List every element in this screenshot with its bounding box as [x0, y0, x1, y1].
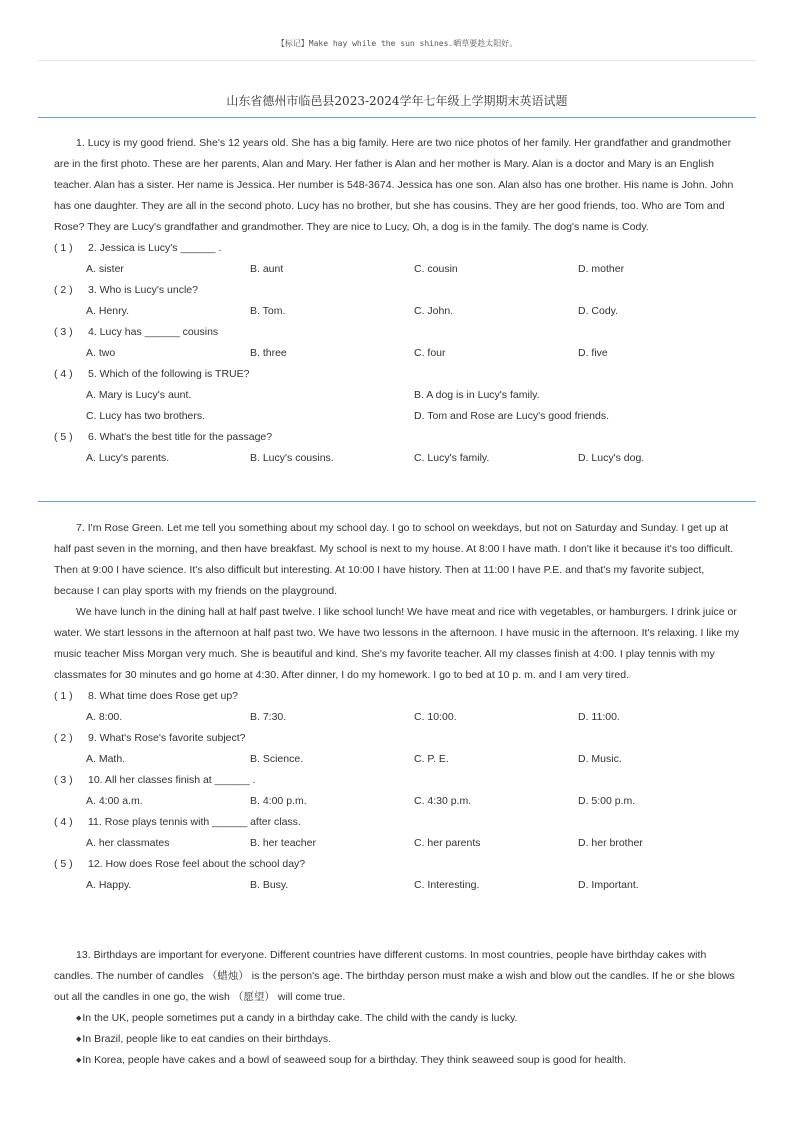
question-number: ( 4 ): [54, 816, 73, 828]
answer-option[interactable]: C. Interesting.: [414, 879, 480, 891]
question-text: 4. Lucy has ______ cousins: [88, 326, 219, 338]
reading-section-2: [54, 518, 740, 896]
document-title: 山东省德州市临邑县2023-2024学年七年级上学期期末英语试题: [226, 94, 568, 108]
reading-section-3: [54, 945, 740, 1071]
question-number: ( 5 ): [54, 431, 73, 443]
question-list-2: [54, 686, 740, 896]
question-number: ( 5 ): [54, 858, 73, 870]
answer-option[interactable]: D. Important.: [578, 879, 639, 891]
answer-option[interactable]: C. four: [414, 347, 446, 359]
answer-option[interactable]: D. mother: [578, 263, 625, 275]
diamond-icon: ◆: [76, 1015, 82, 1022]
header-motto: 【标记】Make hay while the sun shines.晒草要趁太阳好。: [276, 39, 518, 48]
question-number: ( 2 ): [54, 284, 73, 296]
bullet-item: [54, 1029, 740, 1050]
question-stem: [54, 812, 740, 833]
answer-option[interactable]: D. five: [578, 347, 608, 359]
options-row: [54, 448, 740, 469]
diamond-icon: ◆: [76, 1036, 82, 1043]
answer-option[interactable]: C. her parents: [414, 837, 481, 849]
bullet-text: In Brazil, people like to eat candies on their birthdays.: [82, 1033, 332, 1045]
answer-option[interactable]: B. Lucy's cousins.: [250, 452, 334, 464]
answer-option[interactable]: A. Math.: [86, 753, 126, 765]
answer-option[interactable]: B. aunt: [250, 263, 284, 275]
passage-2-paragraph-1: 7. I'm Rose Green. Let me tell you something about my school day. I go to school on weekdays, but not on Saturday and Sunday. I get up at half past seven in the morning, and then have breakfast. My school is next to my house. At 8:00 I have math. I don't like it because it's too difficult. Then at 9:00 I have science. It's also difficult but interesting. At 10:00 I have history. Then at 11:00 I have P.E. and that's my favorite subject, because I can play sports with my friends on the playground.: [54, 522, 734, 597]
answer-option[interactable]: C. P. E.: [414, 753, 449, 765]
header-divider: [38, 60, 756, 61]
answer-option[interactable]: C. John.: [414, 305, 454, 317]
answer-option[interactable]: A. sister: [86, 263, 124, 275]
answer-option[interactable]: B. 7:30.: [250, 711, 287, 723]
section-divider-middle: [38, 501, 756, 502]
options-row: [54, 385, 740, 406]
answer-option[interactable]: D. Lucy's dog.: [578, 452, 645, 464]
answer-option[interactable]: A. Henry.: [86, 305, 129, 317]
answer-option[interactable]: B. Busy.: [250, 879, 289, 891]
question-number: ( 1 ): [54, 242, 73, 254]
question-stem: [54, 686, 740, 707]
question-text: 12. How does Rose feel about the school day?: [88, 858, 306, 870]
question-stem: [54, 238, 740, 259]
options-row: [54, 833, 740, 854]
answer-option[interactable]: A. 8:00.: [86, 711, 123, 723]
question-text: 6. What's the best title for the passage?: [88, 431, 273, 443]
answer-option[interactable]: C. 4:30 p.m.: [414, 795, 472, 807]
question-stem: [54, 770, 740, 791]
question-number: ( 1 ): [54, 690, 73, 702]
question-list-1: [54, 238, 740, 469]
answer-option[interactable]: A. 4:00 a.m.: [86, 795, 143, 807]
answer-option[interactable]: C. Lucy has two brothers.: [86, 410, 206, 422]
question-stem: [54, 728, 740, 749]
answer-option[interactable]: D. Tom and Rose are Lucy's good friends.: [414, 410, 609, 422]
options-row: [54, 343, 740, 364]
question-number: ( 2 ): [54, 732, 73, 744]
passage-1: 1. Lucy is my good friend. She's 12 years old. She has a big family. Here are two nice photos of her family. Her grandfather and grandmother are in the first photo. These are her parents, Alan and Mary. Her father is Alan and her mother is Mary. Alan is a doctor and Mary is an English teacher. Alan has a sister. Her name is Jessica. Her number is 548-3674. Jessica has one son. Alan also has one brother. His name is John. John has one daughter. They are all in the second photo. Lucy has no brother, but she has cousins. They are her good friends, too. Who are Tom and Rose? They are Lucy's grandfather and grandmother. They are nice to Lucy, Oh, a dog is in the family. The dog's name is Cody.: [54, 137, 734, 233]
answer-option[interactable]: D. Cody.: [578, 305, 619, 317]
question-stem: [54, 854, 740, 875]
answer-option[interactable]: D. her brother: [578, 837, 643, 849]
question-text: 5. Which of the following is TRUE?: [88, 368, 250, 380]
options-row: [54, 749, 740, 770]
diamond-icon: ◆: [76, 1057, 82, 1064]
question-text: 3. Who is Lucy's uncle?: [88, 284, 198, 296]
bullet-item: [54, 1050, 740, 1071]
answer-option[interactable]: C. cousin: [414, 263, 458, 275]
question-text: 10. All her classes finish at ______ .: [88, 774, 256, 786]
answer-option[interactable]: A. Happy.: [86, 879, 132, 891]
bullet-text: In Korea, people have cakes and a bowl of seaweed soup for a birthday. They think seaweed soup is good for health.: [82, 1054, 627, 1066]
options-row: [54, 707, 740, 728]
answer-option[interactable]: C. Lucy's family.: [414, 452, 490, 464]
answer-option[interactable]: B. Science.: [250, 753, 304, 765]
options-row: [54, 875, 740, 896]
question-stem: [54, 427, 740, 448]
answer-option[interactable]: B. Tom.: [250, 305, 286, 317]
question-text: 9. What's Rose's favorite subject?: [88, 732, 246, 744]
passage-2-paragraph-2: We have lunch in the dining hall at half past twelve. I like school lunch! We have meat and rice with vegetables, or hamburgers. I drink juice or water. We start lessons in the afternoon at half past two. We have two lessons in the afternoon. I have music in the afternoon. It's relaxing. I like my music teacher Miss Morgan very much. She is beautiful and kind. She's my favorite teacher. All my classes finish at 4:00. I play tennis with my classmates for 30 minutes and go home at 4:30. After dinner, I do my homework. I go to bed at 10 p. m. and I am very tired.: [54, 606, 740, 681]
question-number: ( 3 ): [54, 774, 73, 786]
answer-option[interactable]: D. Music.: [578, 753, 622, 765]
answer-option[interactable]: B. A dog is in Lucy's family.: [414, 389, 540, 401]
question-stem: [54, 364, 740, 385]
answer-option[interactable]: B. three: [250, 347, 287, 359]
passage-3: 13. Birthdays are important for everyone. Different countries have different customs. In most countries, people have birthday cakes with candles. The number of candles （蜡烛） is the person's age. The birthday person must make a wish and blow out the candles. If he or she blows out all the candles in one go, the wish （愿望） will come true.: [54, 949, 735, 1003]
question-text: 2. Jessica is Lucy's ______ .: [88, 242, 222, 254]
options-row: [54, 791, 740, 812]
question-number: ( 4 ): [54, 368, 73, 380]
question-text: 8. What time does Rose get up?: [88, 690, 238, 702]
options-row: [54, 259, 740, 280]
question-text: 11. Rose plays tennis with ______ after class.: [88, 816, 301, 828]
answer-option[interactable]: A. Mary is Lucy's aunt.: [86, 389, 192, 401]
bullet-text: In the UK, people sometimes put a candy in a birthday cake. The child with the candy is lucky.: [82, 1012, 518, 1024]
bullet-item: [54, 1008, 740, 1029]
answer-option[interactable]: A. Lucy's parents.: [86, 452, 170, 464]
question-stem: [54, 322, 740, 343]
options-row: [54, 406, 740, 427]
answer-option[interactable]: D. 5:00 p.m.: [578, 795, 636, 807]
options-row: [54, 301, 740, 322]
section-divider-top: [38, 117, 756, 118]
answer-option[interactable]: A. her classmates: [86, 837, 170, 849]
answer-option[interactable]: B. her teacher: [250, 837, 316, 849]
answer-option[interactable]: B. 4:00 p.m.: [250, 795, 307, 807]
reading-section-1: [54, 133, 740, 469]
answer-option[interactable]: D. 11:00.: [578, 711, 620, 723]
question-number: ( 3 ): [54, 326, 73, 338]
answer-option[interactable]: A. two: [86, 347, 116, 359]
question-stem: [54, 280, 740, 301]
answer-option[interactable]: C. 10:00.: [414, 711, 457, 723]
